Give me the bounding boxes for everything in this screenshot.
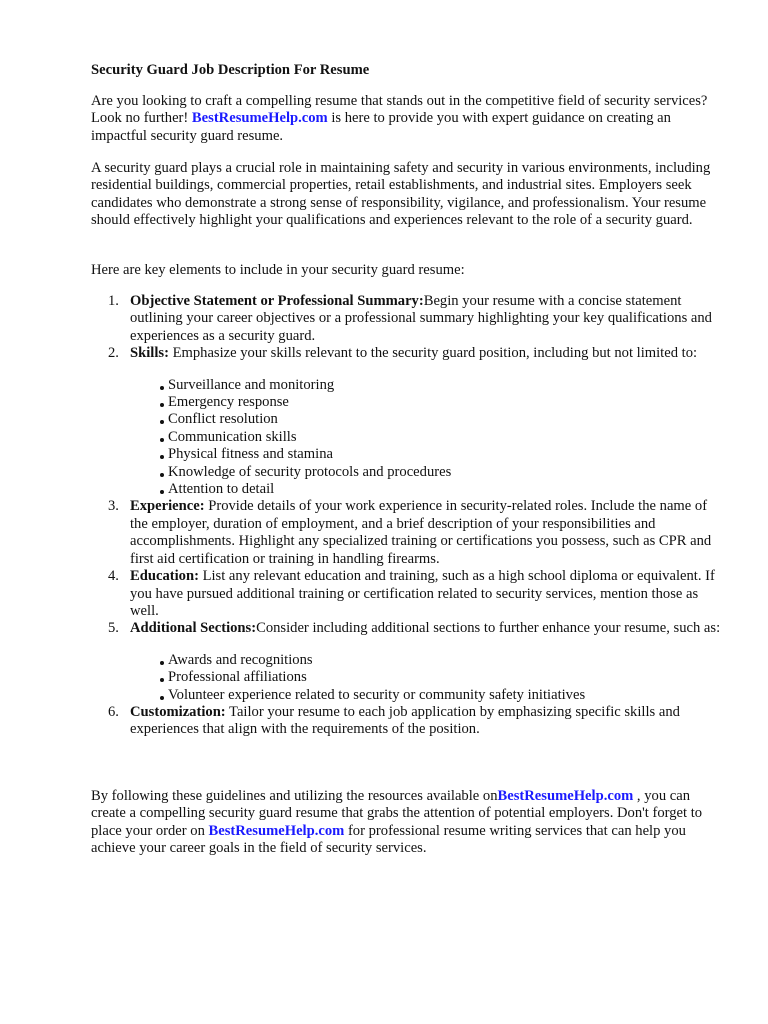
additional-bullet-list <box>130 652 726 704</box>
list-item-skills <box>91 345 726 498</box>
list-item: Awards and recognitions <box>130 652 726 669</box>
key-elements-intro: Here are key elements to include in your security guard resume: <box>91 262 465 278</box>
list-number: 3. <box>108 498 119 515</box>
list-item-customization <box>91 704 726 739</box>
bullet-icon <box>160 473 164 477</box>
bullet-icon <box>160 455 164 459</box>
list-number: 1. <box>108 293 119 309</box>
intro-text-after: is here to provide you with expert guidance on creating an impactful security guard resume. <box>91 110 671 144</box>
closing-bestresumehelp-link-1[interactable]: BestResumeHelp.com <box>497 788 634 804</box>
bullet-icon <box>160 386 164 390</box>
list-item-education <box>91 568 726 620</box>
list-number: 6. <box>108 703 119 720</box>
role-paragraph: A security guard plays a crucial role in maintaining safety and security in various environments, including residential buildings, commercial properties, retail establishments, and industrial sites. Employers seek candidates who demonstrate a strong sense of responsibility, vigilance, and professionalism. Your resume should effectively highlight your qualifications and experiences relevant to the role of a security guard. <box>91 160 711 229</box>
intro-paragraph <box>91 93 726 145</box>
list-item: Attention to detail <box>130 481 726 498</box>
bullet-icon <box>160 403 164 407</box>
list-item: Physical fitness and stamina <box>130 446 726 463</box>
bullet-icon <box>160 438 164 442</box>
closing-bestresumehelp-link-2[interactable]: BestResumeHelp.com <box>208 822 345 839</box>
item-text: Tailor your resume to each job application by emphasizing specific skills and experiences that align with the requirements of the position. <box>130 703 680 738</box>
item-text: Provide details of your work experience in security-related roles. Include the name of the employer, duration of employment, and a brief description of your responsibilities and accomplishments. Highlight any specialized training or certifications you possess, such as CPR and first aid certification or training in handling firearms. <box>130 498 712 567</box>
intro-text-before: Are you looking to craft a compelling resume that stands out in the competitive field of security services? Look no further! <box>91 93 708 127</box>
list-item: Knowledge of security protocols and procedures <box>130 464 726 481</box>
item-heading: Objective Statement or Professional Summary: <box>130 293 424 309</box>
key-elements-list <box>91 293 726 739</box>
list-item: Communication skills <box>130 429 726 446</box>
skills-bullet-list <box>130 377 726 499</box>
bullet-icon <box>160 490 164 494</box>
list-item-objective <box>91 293 726 345</box>
list-item: Emergency response <box>130 394 726 411</box>
item-heading: Skills: <box>130 345 169 362</box>
list-item: Surveillance and monitoring <box>130 377 726 394</box>
item-text: Begin your resume with a concise statement outlining your career objectives or a professional summary highlighting your key qualifications and experiences as a security guard. <box>130 293 712 344</box>
item-heading: Customization: <box>130 703 226 720</box>
item-heading: Education: <box>130 568 199 585</box>
closing-paragraph <box>91 788 726 858</box>
list-item-experience <box>91 498 726 568</box>
item-text: Emphasize your skills relevant to the security guard position, including but not limited to: <box>168 345 698 362</box>
closing-text-3: for professional resume writing services that can help you achieve your career goals in the field of security services. <box>91 822 686 857</box>
list-item: Conflict resolution <box>130 411 726 428</box>
item-text: List any relevant education and training, such as a high school diploma or equivalent. If you have pursued additional training or certification related to security services, mention those as well. <box>130 568 715 619</box>
closing-text-2: , you can create a compelling security guard resume that grabs the attention of potential employers. Don't forget to place your order on <box>91 788 703 839</box>
bullet-icon <box>160 661 164 665</box>
bullet-icon <box>160 678 164 682</box>
list-number: 4. <box>108 568 119 585</box>
page-title: Security Guard Job Description For Resume <box>91 62 370 78</box>
list-number: 5. <box>108 620 119 637</box>
item-heading: Additional Sections: <box>130 620 257 637</box>
list-item: Volunteer experience related to security or community safety initiatives <box>130 687 726 704</box>
item-text: Consider including additional sections to further enhance your resume, such as: <box>256 620 721 637</box>
list-item: Professional affiliations <box>130 669 726 686</box>
list-number: 2. <box>108 345 119 362</box>
bullet-icon <box>160 696 164 700</box>
item-heading: Experience: <box>130 498 205 515</box>
closing-text-1: By following these guidelines and utilizing the resources available on <box>91 788 498 804</box>
intro-bestresumehelp-link[interactable]: BestResumeHelp.com <box>191 110 328 127</box>
list-item-additional-sections <box>91 620 726 704</box>
bullet-icon <box>160 420 164 424</box>
